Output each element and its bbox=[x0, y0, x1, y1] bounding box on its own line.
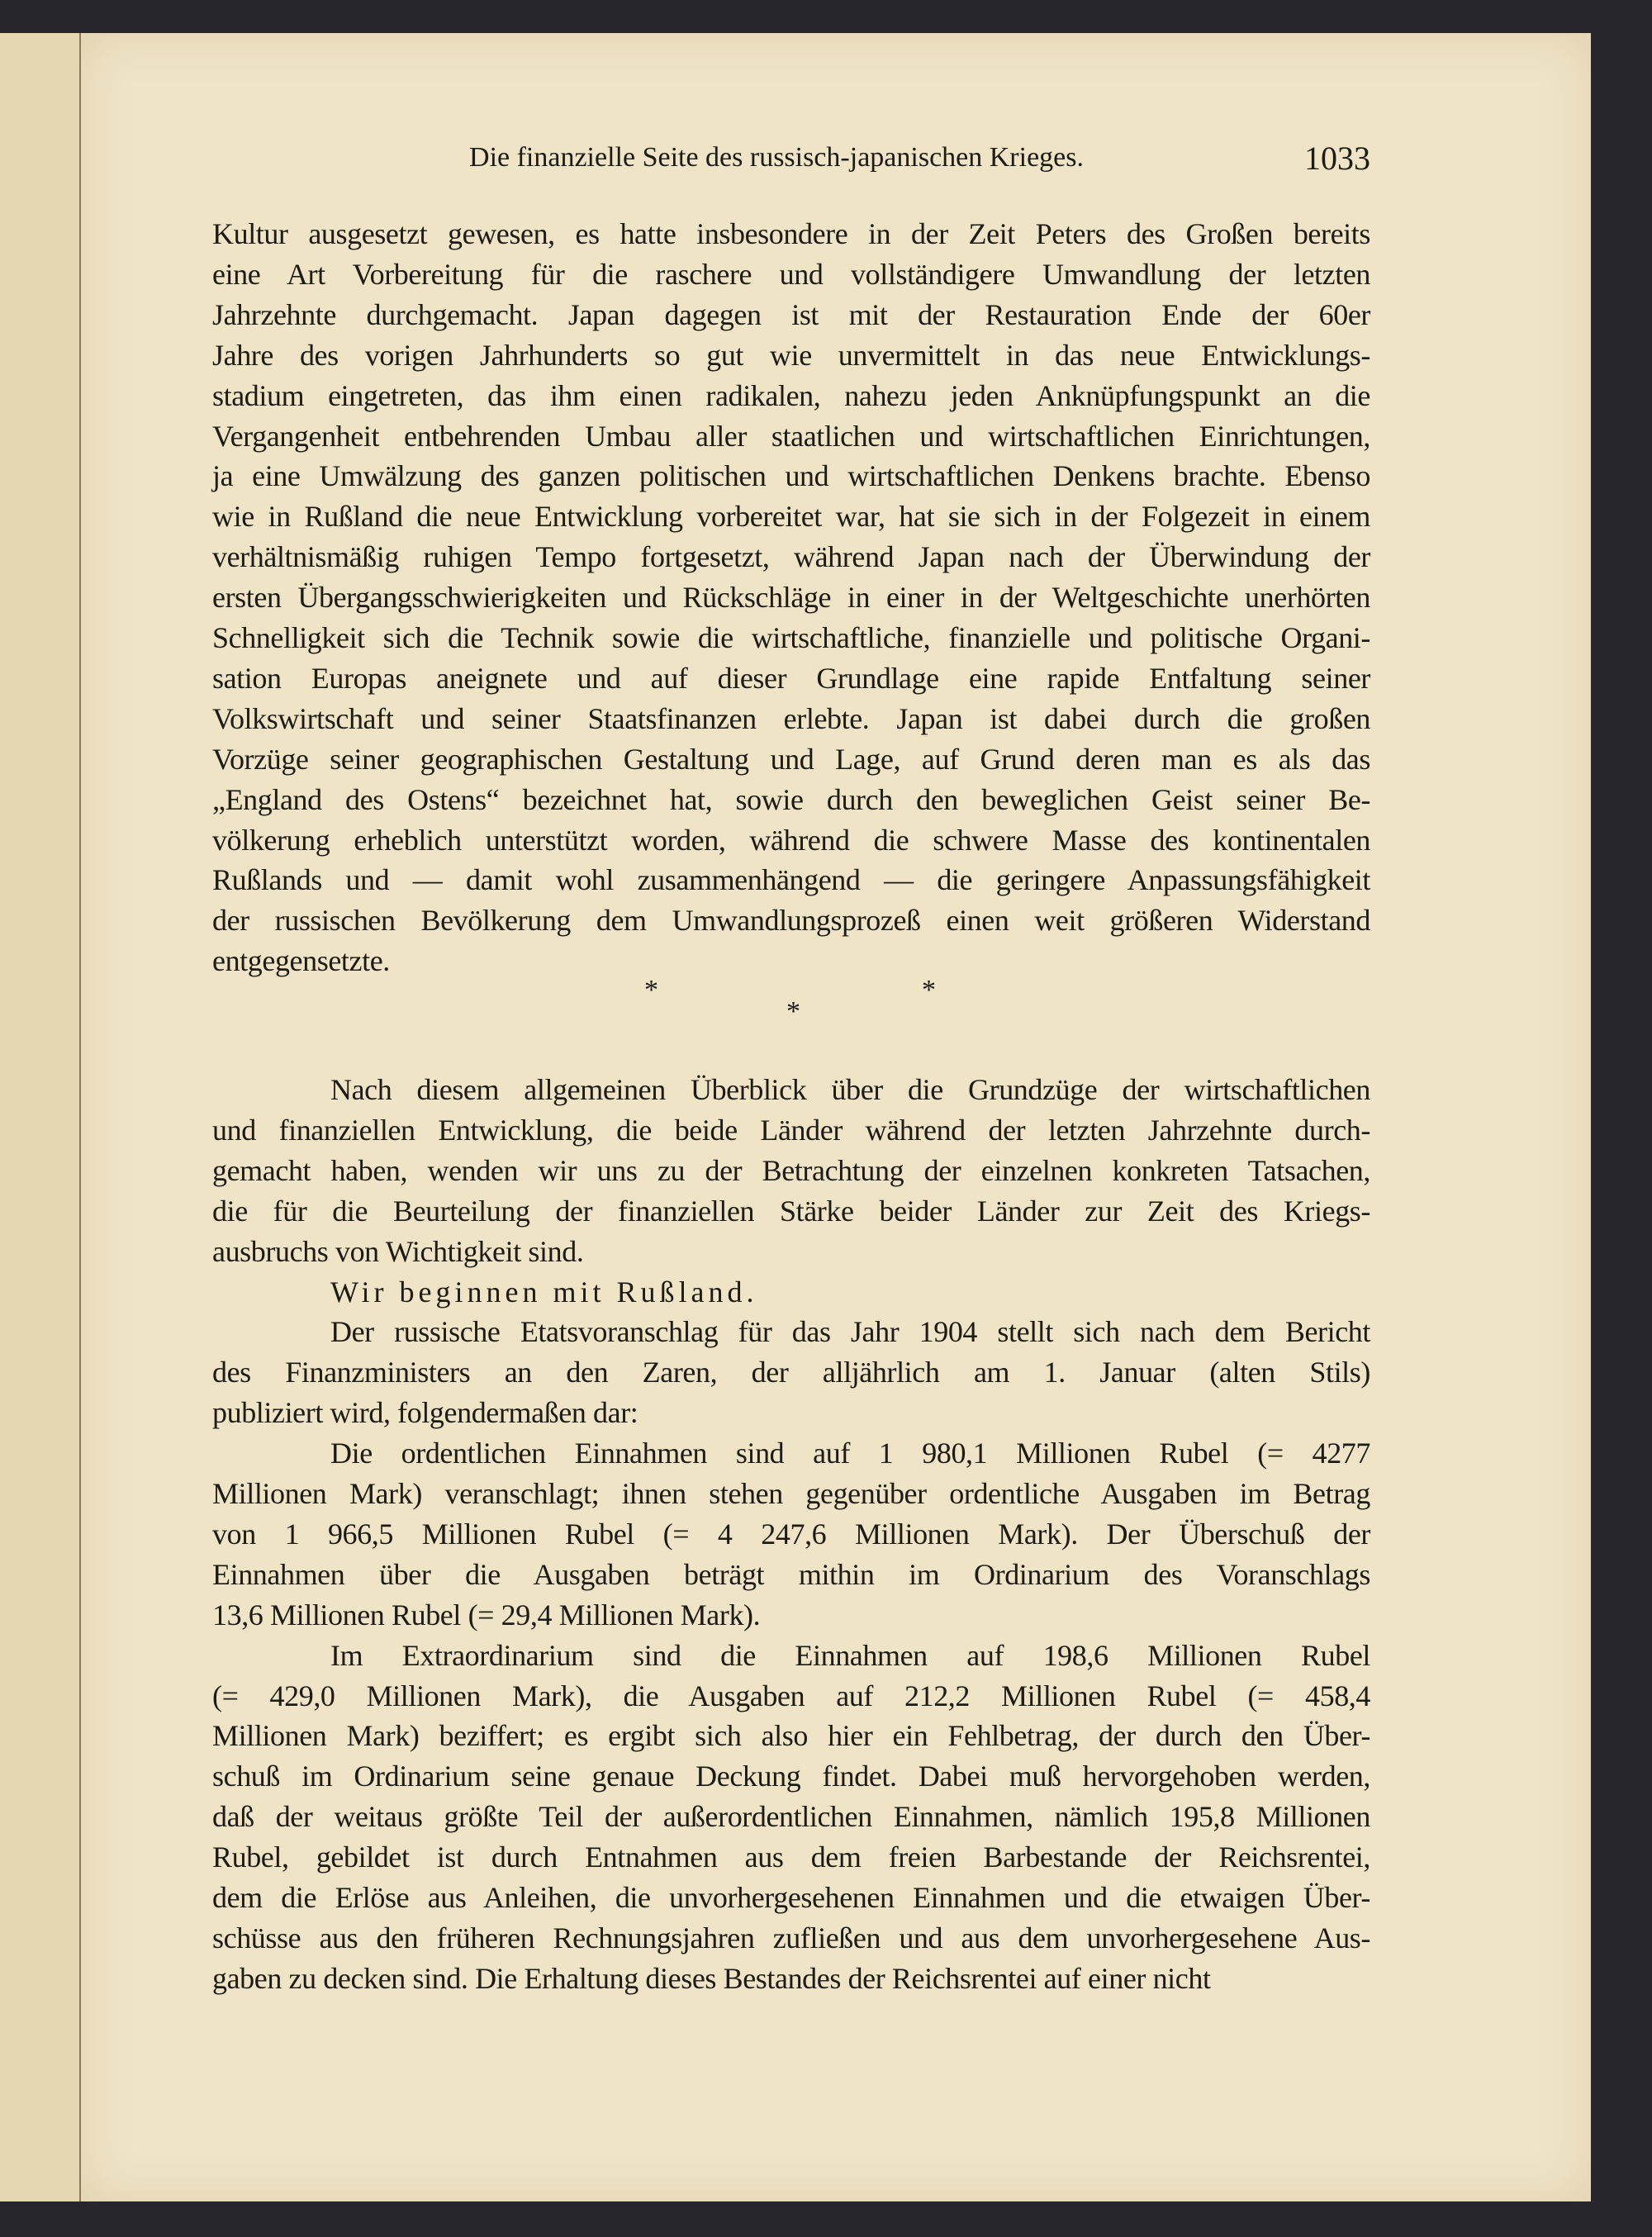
paragraph-first-line: Kultur ausgesetzt gewesen, es hatte insbesondere in der Zeit Peters des Großen bereits bbox=[212, 217, 1370, 250]
facing-page-edge bbox=[0, 33, 81, 2201]
section-break-star: * bbox=[922, 975, 936, 1005]
paragraph-line: die für die Beurteilung der finanziellen Stärke beider Länder zur Zeit des Kriegs- bbox=[212, 1194, 1370, 1228]
paragraph-line: gaben zu decken sind. Die Erhaltung dieses Bestandes der Reichsrentei auf einer nicht bbox=[212, 1961, 1211, 1995]
paragraph-line: von 1 966,5 Millionen Rubel (= 4 247,6 Millionen Mark). Der Überschuß der bbox=[212, 1517, 1370, 1551]
paragraph-line: eine Art Vorbereitung für die raschere und vollständigere Umwandlung der letzten bbox=[212, 257, 1370, 291]
paragraph-line: Volkswirtschaft und seiner Staatsfinanzen erlebte. Japan ist dabei durch die großen bbox=[212, 701, 1370, 735]
paragraph-line: Einnahmen über die Ausgaben beträgt mithin im Ordinarium des Voranschlags bbox=[212, 1557, 1370, 1591]
paragraph-line: Millionen Mark) beziffert; es ergibt sich also hier ein Fehlbetrag, der durch den Über- bbox=[212, 1719, 1370, 1753]
paragraph-line: Rußlands und — damit wohl zusammenhängend — die geringere Anpassungsfähigkeit bbox=[212, 863, 1370, 897]
paragraph-line: Jahre des vorigen Jahrhunderts so gut wie unvermittelt in das neue Entwicklungs- bbox=[212, 338, 1370, 372]
paragraph-line: gemacht haben, wenden wir uns zu der Betrachtung der einzelnen konkreten Tatsachen, bbox=[212, 1153, 1370, 1187]
paragraph-line: sation Europas aneignete und auf dieser Grundlage eine rapide Entfaltung seiner bbox=[212, 661, 1370, 695]
section-break-star: * bbox=[786, 996, 800, 1027]
paragraph-line: publiziert wird, folgendermaßen dar: bbox=[212, 1396, 638, 1430]
paragraph-line: ausbruchs von Wichtigkeit sind. bbox=[212, 1234, 584, 1268]
paragraph-line: stadium eingetreten, das ihm einen radikalen, nahezu jeden Anknüpfungspunkt an die bbox=[212, 378, 1370, 412]
paragraph-line: und finanziellen Entwicklung, die beide Länder während der letzten Jahrzehnte durch- bbox=[212, 1113, 1370, 1147]
paragraph-first-line: Die ordentlichen Einnahmen sind auf 1 980,1 Millionen Rubel (= 4277 bbox=[330, 1437, 1370, 1470]
paragraph-first-line: Der russische Etatsvoranschlag für das Jahr 1904 stellt sich nach dem Bericht bbox=[330, 1315, 1370, 1349]
section-break-star: * bbox=[644, 975, 658, 1005]
paragraph-line: ja eine Umwälzung des ganzen politischen und wirtschaftlichen Denkens brachte. Ebenso bbox=[212, 459, 1370, 493]
paragraph-line: Jahrzehnte durchgemacht. Japan dagegen ist mit der Restauration Ende der 60er bbox=[212, 297, 1370, 331]
paragraph-line: Schnelligkeit sich die Technik sowie die wirtschaftliche, finanzielle und politische Organi- bbox=[212, 621, 1370, 654]
paragraph-line: verhältnismäßig ruhigen Tempo fortgesetzt, während Japan nach der Überwindung der bbox=[212, 540, 1370, 574]
paragraph-line: ersten Übergangsschwierigkeiten und Rückschläge in einer in der Weltgeschichte unerhörten bbox=[212, 581, 1370, 615]
paragraph-first-line: Im Extraordinarium sind die Einnahmen auf 198,6 Millionen Rubel bbox=[330, 1638, 1370, 1672]
paragraph-line: Vergangenheit entbehrenden Umbau aller staatlichen und wirtschaftlichen Einrichtungen, bbox=[212, 419, 1370, 453]
paragraph-line: der russischen Bevölkerung dem Umwandlungsprozeß einen weit größeren Widerstand bbox=[212, 904, 1370, 938]
paragraph-first-line: Wir beginnen mit Rußland. bbox=[330, 1275, 758, 1308]
paragraph-line: wie in Rußland die neue Entwicklung vorbereitet war, hat sie sich in der Folgezeit in einem bbox=[212, 500, 1370, 534]
paragraph-line: schuß im Ordinarium seine genaue Deckung findet. Dabei muß hervorgehoben werden, bbox=[212, 1760, 1370, 1793]
paragraph-line: entgegensetzte. bbox=[212, 944, 390, 978]
paragraph-line: Millionen Mark) veranschlagt; ihnen stehen gegenüber ordentliche Ausgaben im Betrag bbox=[212, 1477, 1370, 1510]
page-number: 1033 bbox=[1304, 140, 1370, 177]
paragraph-line: 13,6 Millionen Rubel (= 29,4 Millionen Mark). bbox=[212, 1598, 761, 1631]
paragraph-line: Vorzüge seiner geographischen Gestaltung und Lage, auf Grund deren man es als das bbox=[212, 742, 1370, 776]
paragraph-line: völkerung erheblich unterstützt worden, während die schwere Masse des kontinentalen bbox=[212, 823, 1370, 857]
paragraph-line: des Finanzministers an den Zaren, der alljährlich am 1. Januar (alten Stils) bbox=[212, 1356, 1370, 1389]
paragraph-line: Rubel, gebildet ist durch Entnahmen aus dem freien Barbestande der Reichsrentei, bbox=[212, 1840, 1370, 1874]
paragraph-line: dem die Erlöse aus Anleihen, die unvorhergesehenen Einnahmen und die etwaigen Über- bbox=[212, 1881, 1370, 1914]
paragraph-first-line: Nach diesem allgemeinen Überblick über die Grundzüge der wirtschaftlichen bbox=[330, 1073, 1370, 1106]
running-header: Die finanzielle Seite des russisch-japanischen Krieges. bbox=[469, 142, 1084, 173]
paragraph-line: „England des Ostens“ bezeichnet hat, sowie durch den beweglichen Geist seiner Be- bbox=[212, 782, 1370, 816]
paragraph-line: schüsse aus den früheren Rechnungsjahren zufließen und aus dem unvorhergesehene Aus- bbox=[212, 1921, 1370, 1954]
paragraph-line: (= 429,0 Millionen Mark), die Ausgaben auf 212,2 Millionen Rubel (= 458,4 bbox=[212, 1679, 1370, 1712]
paragraph-line: daß der weitaus größte Teil der außerordentlichen Einnahmen, nämlich 195,8 Millionen bbox=[212, 1800, 1370, 1834]
